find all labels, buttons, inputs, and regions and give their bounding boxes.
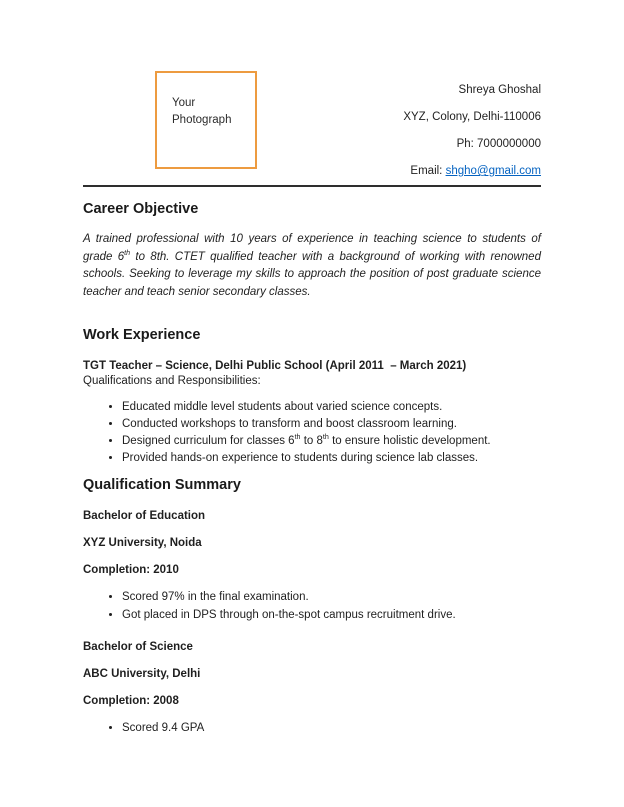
education-bullet-list bbox=[83, 719, 541, 737]
contact-phone: Ph: 7000000000 bbox=[456, 138, 541, 150]
career-objective-heading: Career Objective bbox=[83, 201, 199, 217]
list-item: • Got placed in DPS through on-the-spot campus recruitment drive. bbox=[122, 606, 541, 624]
objective-text-segment: A trained professional with 10 years of experience in teaching science to students of grade 6 bbox=[83, 233, 541, 263]
photo-placeholder-label bbox=[157, 73, 255, 129]
list-item: • Scored 9.4 GPA bbox=[122, 719, 541, 737]
photo-label-line1: Your bbox=[172, 97, 196, 109]
education-bullet-list bbox=[83, 588, 541, 624]
work-experience-heading: Work Experience bbox=[83, 327, 201, 343]
list-item bbox=[122, 450, 541, 467]
bullet-text-segment: Educated middle level students about varied science concepts. bbox=[122, 401, 443, 413]
section-qualification-summary bbox=[83, 477, 541, 737]
education-entry bbox=[83, 634, 541, 737]
work-experience-bullet-list bbox=[83, 399, 541, 467]
bullet-text-segment: to ensure holistic development. bbox=[328, 435, 491, 447]
job-subtitle: Qualifications and Responsibilities: bbox=[83, 375, 261, 387]
resume-header bbox=[83, 0, 541, 185]
contact-address: XYZ, Colony, Delhi-110006 bbox=[403, 111, 541, 123]
career-objective-paragraph bbox=[83, 231, 541, 301]
degree-title: Bachelor of Science bbox=[83, 641, 193, 653]
education-entry bbox=[83, 503, 541, 624]
completion-year: Completion: 2010 bbox=[83, 564, 179, 576]
qualification-summary-heading: Qualification Summary bbox=[83, 477, 241, 493]
section-career-objective bbox=[83, 201, 541, 301]
superscript: th bbox=[322, 433, 329, 442]
email-label: Email: bbox=[410, 165, 446, 177]
bullet-text-segment: Provided hands-on experience to students during science lab classes. bbox=[122, 452, 479, 464]
bullet-text-segment: to 8 bbox=[300, 435, 323, 447]
university-name: ABC University, Delhi bbox=[83, 668, 201, 680]
section-work-experience bbox=[83, 327, 541, 467]
superscript: th bbox=[124, 248, 131, 257]
bullet-text-segment: Designed curriculum for classes 6 bbox=[122, 435, 295, 447]
photo-placeholder-box bbox=[155, 71, 257, 169]
contact-block bbox=[83, 0, 541, 185]
bullet-text-segment: Conducted workshops to transform and boost classroom learning. bbox=[122, 418, 457, 430]
photo-label-line2: Photograph bbox=[172, 114, 232, 126]
email-link[interactable]: shgho@gmail.com bbox=[445, 165, 541, 177]
list-item: • Scored 97% in the final examination. bbox=[122, 588, 541, 606]
list-item bbox=[122, 433, 541, 450]
contact-email-line bbox=[83, 158, 541, 185]
superscript: th bbox=[294, 433, 301, 442]
list-item bbox=[122, 399, 541, 416]
header-divider bbox=[83, 185, 541, 187]
university-name: XYZ University, Noida bbox=[83, 537, 202, 549]
degree-title: Bachelor of Education bbox=[83, 510, 206, 522]
job-title: TGT Teacher – Science, Delhi Public School (April 2011 – March 2021) bbox=[83, 360, 467, 372]
completion-year: Completion: 2008 bbox=[83, 695, 179, 707]
objective-text-segment: to 8th. CTET qualified teacher with a background of working with renowned schools. Seeking to leverage my skills to approach the position of post graduate science teacher and teach senior secondary classes. bbox=[83, 250, 541, 298]
list-item bbox=[122, 416, 541, 433]
contact-name: Shreya Ghoshal bbox=[458, 84, 541, 96]
